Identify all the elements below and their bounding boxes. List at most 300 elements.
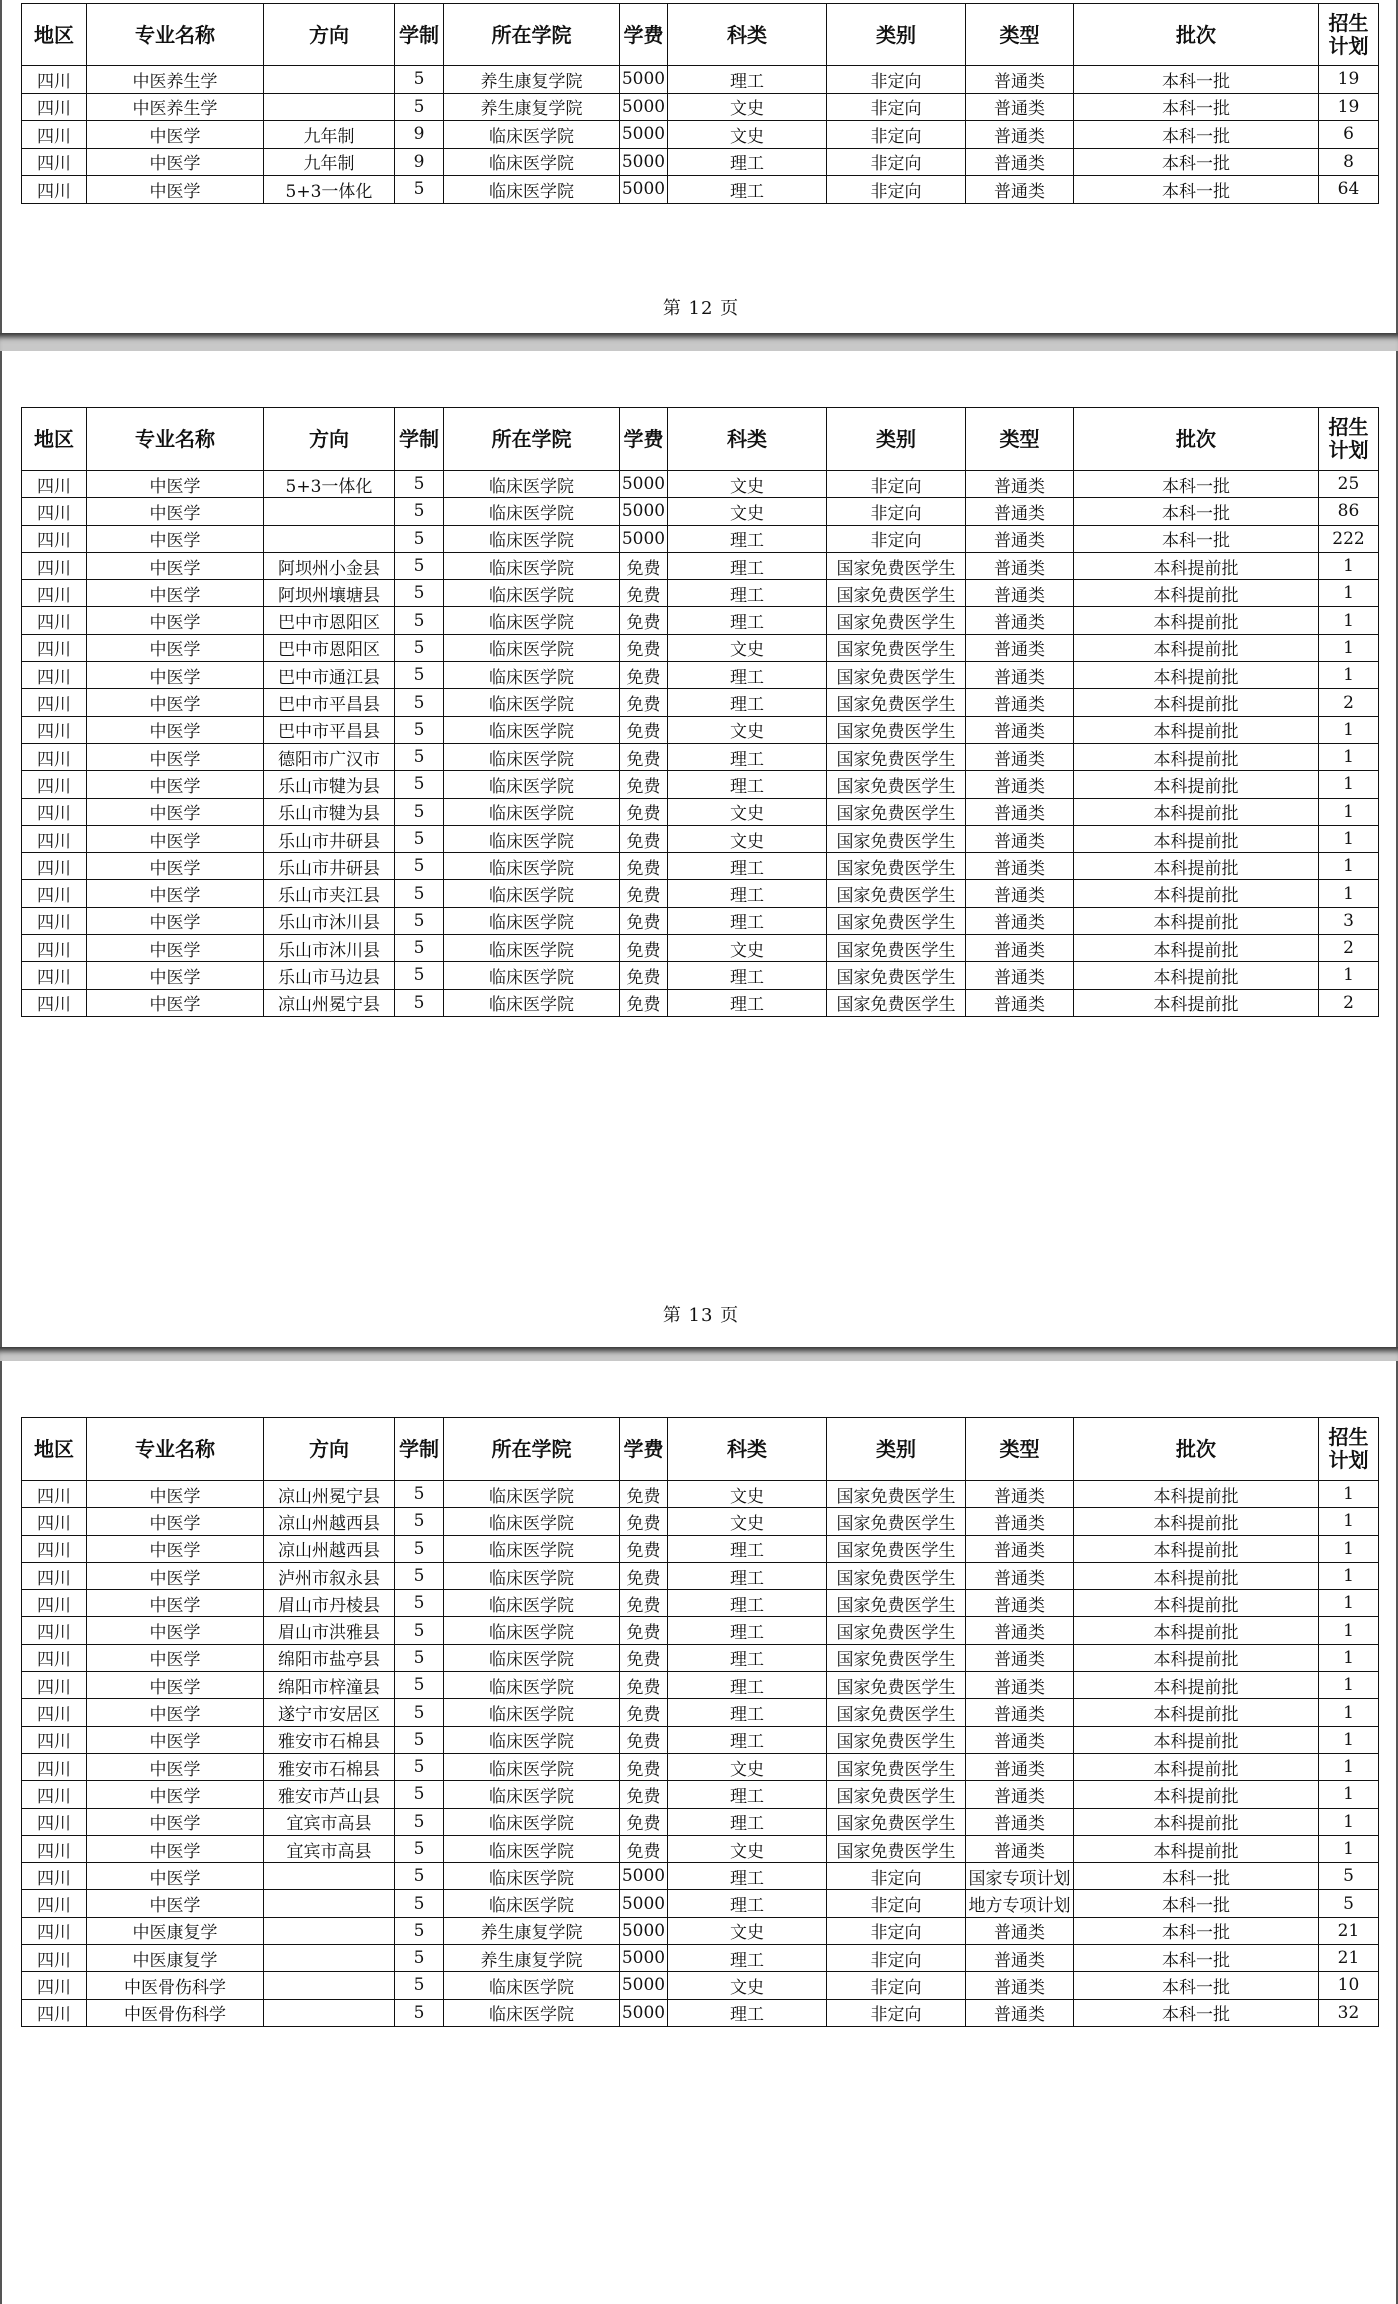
cell-subject: 文史 <box>668 1972 827 1999</box>
cell-years: 5 <box>395 935 444 962</box>
cell-fee: 5000 <box>620 66 668 94</box>
header-type: 类型 <box>966 1418 1074 1481</box>
cell-type: 普通类 <box>966 1835 1074 1862</box>
cell-type: 普通类 <box>966 1699 1074 1726</box>
cell-plan: 3 <box>1319 907 1379 934</box>
cell-region: 四川 <box>22 525 87 552</box>
cell-region: 四川 <box>22 471 87 498</box>
cell-batch: 本科提前批 <box>1074 743 1319 770</box>
cell-major: 中医学 <box>87 121 264 149</box>
cell-college: 临床医学院 <box>444 935 620 962</box>
cell-college: 养生康复学院 <box>444 66 620 94</box>
cell-subject: 理工 <box>668 1617 827 1644</box>
cell-category: 非定向 <box>827 471 966 498</box>
table-row <box>22 1508 1379 1535</box>
cell-subject: 理工 <box>668 607 827 634</box>
cell-fee: 免费 <box>620 1781 668 1808</box>
cell-major: 中医学 <box>87 1808 264 1835</box>
cell-region: 四川 <box>22 66 87 94</box>
cell-plan: 1 <box>1319 607 1379 634</box>
cell-major: 中医学 <box>87 907 264 934</box>
cell-fee: 5000 <box>620 1890 668 1917</box>
cell-region: 四川 <box>22 743 87 770</box>
cell-type: 普通类 <box>966 525 1074 552</box>
table-row <box>22 1699 1379 1726</box>
cell-fee: 免费 <box>620 1535 668 1562</box>
table-row <box>22 66 1379 94</box>
cell-category: 国家免费医学生 <box>827 1562 966 1589</box>
cell-major: 中医学 <box>87 1535 264 1562</box>
cell-fee: 免费 <box>620 880 668 907</box>
cell-fee: 免费 <box>620 1590 668 1617</box>
cell-major: 中医学 <box>87 1753 264 1780</box>
cell-years: 5 <box>395 1890 444 1917</box>
cell-major: 中医骨伤科学 <box>87 1999 264 2026</box>
cell-type: 普通类 <box>966 1945 1074 1972</box>
cell-fee: 免费 <box>620 1617 668 1644</box>
document-page-12 <box>0 0 1398 333</box>
cell-plan: 64 <box>1319 176 1379 204</box>
cell-region: 四川 <box>22 1781 87 1808</box>
cell-direction <box>264 1863 395 1890</box>
header-plan <box>1319 1418 1379 1481</box>
cell-region: 四川 <box>22 121 87 149</box>
cell-subject: 理工 <box>668 771 827 798</box>
cell-category: 非定向 <box>827 1945 966 1972</box>
table-row <box>22 525 1379 552</box>
cell-region: 四川 <box>22 716 87 743</box>
cell-major: 中医学 <box>87 825 264 852</box>
cell-direction: 德阳市广汉市 <box>264 743 395 770</box>
header-region: 地区 <box>22 4 87 66</box>
cell-subject: 理工 <box>668 1535 827 1562</box>
cell-college: 临床医学院 <box>444 743 620 770</box>
cell-region: 四川 <box>22 1672 87 1699</box>
table-row <box>22 907 1379 934</box>
cell-category: 非定向 <box>827 121 966 149</box>
cell-plan: 5 <box>1319 1863 1379 1890</box>
cell-fee: 免费 <box>620 1644 668 1671</box>
cell-batch: 本科提前批 <box>1074 1562 1319 1589</box>
header-plan-line2: 计划 <box>1328 438 1369 462</box>
cell-college: 临床医学院 <box>444 1481 620 1508</box>
cell-major: 中医养生学 <box>87 93 264 121</box>
cell-subject: 理工 <box>668 1808 827 1835</box>
header-subject: 科类 <box>668 1418 827 1481</box>
cell-subject: 理工 <box>668 880 827 907</box>
cell-fee: 免费 <box>620 580 668 607</box>
cell-type: 普通类 <box>966 907 1074 934</box>
cell-fee: 5000 <box>620 1999 668 2026</box>
cell-years: 5 <box>395 825 444 852</box>
cell-fee: 免费 <box>620 1508 668 1535</box>
cell-direction <box>264 1890 395 1917</box>
cell-subject: 理工 <box>668 66 827 94</box>
cell-subject: 理工 <box>668 662 827 689</box>
cell-direction: 巴中市平昌县 <box>264 689 395 716</box>
cell-college: 临床医学院 <box>444 989 620 1016</box>
cell-category: 国家免费医学生 <box>827 607 966 634</box>
cell-category: 非定向 <box>827 1890 966 1917</box>
cell-type: 普通类 <box>966 1753 1074 1780</box>
cell-college: 临床医学院 <box>444 1726 620 1753</box>
cell-batch: 本科提前批 <box>1074 798 1319 825</box>
cell-category: 国家免费医学生 <box>827 1781 966 1808</box>
cell-type: 普通类 <box>966 880 1074 907</box>
cell-years: 5 <box>395 907 444 934</box>
cell-major: 中医学 <box>87 1562 264 1589</box>
cell-years: 5 <box>395 1672 444 1699</box>
table-header-row <box>22 4 1379 66</box>
cell-region: 四川 <box>22 1562 87 1589</box>
cell-direction <box>264 1999 395 2026</box>
cell-college: 临床医学院 <box>444 471 620 498</box>
cell-major: 中医学 <box>87 634 264 661</box>
cell-category: 国家免费医学生 <box>827 771 966 798</box>
cell-batch: 本科一批 <box>1074 66 1319 94</box>
cell-type: 普通类 <box>966 716 1074 743</box>
header-plan-line1: 招生 <box>1328 10 1369 35</box>
table-body <box>22 66 1379 204</box>
cell-college: 临床医学院 <box>444 1972 620 1999</box>
cell-region: 四川 <box>22 1644 87 1671</box>
cell-region: 四川 <box>22 1617 87 1644</box>
cell-direction <box>264 66 395 94</box>
cell-years: 5 <box>395 1972 444 1999</box>
cell-fee: 免费 <box>620 662 668 689</box>
table-body <box>22 471 1379 1017</box>
header-region: 地区 <box>22 1418 87 1481</box>
cell-college: 临床医学院 <box>444 498 620 525</box>
cell-years: 5 <box>395 1644 444 1671</box>
cell-category: 非定向 <box>827 498 966 525</box>
cell-type: 地方专项计划 <box>966 1890 1074 1917</box>
cell-batch: 本科一批 <box>1074 93 1319 121</box>
table-header-row <box>22 1418 1379 1481</box>
cell-type: 普通类 <box>966 1808 1074 1835</box>
cell-category: 国家免费医学生 <box>827 552 966 579</box>
header-direction: 方向 <box>264 4 395 66</box>
cell-direction: 雅安市石棉县 <box>264 1726 395 1753</box>
cell-subject: 理工 <box>668 1781 827 1808</box>
header-plan-line1: 招生 <box>1328 1425 1369 1449</box>
cell-batch: 本科一批 <box>1074 176 1319 204</box>
cell-region: 四川 <box>22 1999 87 2026</box>
cell-plan: 1 <box>1319 580 1379 607</box>
cell-type: 普通类 <box>966 121 1074 149</box>
cell-fee: 5000 <box>620 525 668 552</box>
cell-batch: 本科提前批 <box>1074 1644 1319 1671</box>
table-row <box>22 853 1379 880</box>
cell-fee: 免费 <box>620 1808 668 1835</box>
cell-years: 5 <box>395 607 444 634</box>
cell-plan: 1 <box>1319 552 1379 579</box>
cell-type: 普通类 <box>966 148 1074 176</box>
cell-college: 临床医学院 <box>444 1999 620 2026</box>
cell-plan: 1 <box>1319 1535 1379 1562</box>
cell-college: 临床医学院 <box>444 634 620 661</box>
cell-subject: 文史 <box>668 798 827 825</box>
cell-type: 普通类 <box>966 935 1074 962</box>
table-row <box>22 471 1379 498</box>
cell-years: 9 <box>395 148 444 176</box>
cell-major: 中医骨伤科学 <box>87 1972 264 1999</box>
cell-plan: 1 <box>1319 1808 1379 1835</box>
cell-years: 5 <box>395 66 444 94</box>
cell-college: 临床医学院 <box>444 580 620 607</box>
header-category: 类别 <box>827 1418 966 1481</box>
cell-type: 普通类 <box>966 1644 1074 1671</box>
cell-major: 中医学 <box>87 471 264 498</box>
cell-subject: 文史 <box>668 1835 827 1862</box>
table-row <box>22 1917 1379 1944</box>
cell-direction: 凉山州冕宁县 <box>264 1481 395 1508</box>
table-row <box>22 93 1379 121</box>
cell-major: 中医学 <box>87 1617 264 1644</box>
cell-college: 临床医学院 <box>444 716 620 743</box>
header-type: 类型 <box>966 4 1074 66</box>
cell-category: 非定向 <box>827 1863 966 1890</box>
cell-type: 普通类 <box>966 1590 1074 1617</box>
cell-college: 临床医学院 <box>444 552 620 579</box>
cell-college: 临床医学院 <box>444 1753 620 1780</box>
cell-type: 普通类 <box>966 607 1074 634</box>
cell-type: 普通类 <box>966 1481 1074 1508</box>
cell-direction: 乐山市夹江县 <box>264 880 395 907</box>
cell-plan: 1 <box>1319 634 1379 661</box>
cell-category: 国家免费医学生 <box>827 1508 966 1535</box>
cell-batch: 本科提前批 <box>1074 1699 1319 1726</box>
cell-region: 四川 <box>22 580 87 607</box>
cell-years: 5 <box>395 1726 444 1753</box>
cell-fee: 免费 <box>620 962 668 989</box>
cell-category: 国家免费医学生 <box>827 1835 966 1862</box>
header-category: 类别 <box>827 408 966 471</box>
cell-direction <box>264 1917 395 1944</box>
cell-college: 养生康复学院 <box>444 1945 620 1972</box>
table-row <box>22 798 1379 825</box>
cell-region: 四川 <box>22 962 87 989</box>
cell-category: 国家免费医学生 <box>827 1753 966 1780</box>
table-row <box>22 1781 1379 1808</box>
cell-fee: 免费 <box>620 716 668 743</box>
cell-category: 国家免费医学生 <box>827 1672 966 1699</box>
cell-fee: 免费 <box>620 935 668 962</box>
cell-category: 非定向 <box>827 176 966 204</box>
cell-years: 5 <box>395 634 444 661</box>
cell-years: 5 <box>395 662 444 689</box>
table-row <box>22 962 1379 989</box>
cell-type: 普通类 <box>966 853 1074 880</box>
cell-direction: 雅安市石棉县 <box>264 1753 395 1780</box>
cell-region: 四川 <box>22 498 87 525</box>
cell-batch: 本科提前批 <box>1074 825 1319 852</box>
cell-plan: 1 <box>1319 1590 1379 1617</box>
cell-years: 5 <box>395 93 444 121</box>
cell-type: 普通类 <box>966 580 1074 607</box>
cell-years: 5 <box>395 1617 444 1644</box>
cell-region: 四川 <box>22 634 87 661</box>
cell-region: 四川 <box>22 1945 87 1972</box>
cell-direction: 宜宾市高县 <box>264 1835 395 1862</box>
cell-major: 中医康复学 <box>87 1917 264 1944</box>
cell-region: 四川 <box>22 1753 87 1780</box>
cell-direction: 乐山市马边县 <box>264 962 395 989</box>
table-row <box>22 1808 1379 1835</box>
cell-college: 临床医学院 <box>444 798 620 825</box>
cell-batch: 本科一批 <box>1074 1917 1319 1944</box>
header-years: 学制 <box>395 4 444 66</box>
cell-fee: 5000 <box>620 1972 668 1999</box>
cell-batch: 本科提前批 <box>1074 907 1319 934</box>
cell-major: 中医学 <box>87 176 264 204</box>
cell-category: 国家免费医学生 <box>827 798 966 825</box>
cell-fee: 5000 <box>620 1863 668 1890</box>
cell-direction: 巴中市恩阳区 <box>264 607 395 634</box>
cell-subject: 文史 <box>668 716 827 743</box>
cell-direction: 乐山市沐川县 <box>264 935 395 962</box>
header-direction: 方向 <box>264 408 395 471</box>
cell-plan: 1 <box>1319 1835 1379 1862</box>
table-row <box>22 176 1379 204</box>
cell-college: 临床医学院 <box>444 962 620 989</box>
table-row <box>22 662 1379 689</box>
cell-plan: 2 <box>1319 989 1379 1016</box>
cell-college: 临床医学院 <box>444 1808 620 1835</box>
cell-category: 国家免费医学生 <box>827 880 966 907</box>
cell-plan: 21 <box>1319 1945 1379 1972</box>
cell-major: 中医学 <box>87 935 264 962</box>
cell-college: 养生康复学院 <box>444 1917 620 1944</box>
cell-region: 四川 <box>22 1590 87 1617</box>
cell-college: 临床医学院 <box>444 1535 620 1562</box>
table-row <box>22 552 1379 579</box>
cell-fee: 免费 <box>620 825 668 852</box>
cell-batch: 本科提前批 <box>1074 580 1319 607</box>
cell-plan: 10 <box>1319 1972 1379 1999</box>
cell-major: 中医学 <box>87 580 264 607</box>
cell-batch: 本科提前批 <box>1074 634 1319 661</box>
cell-direction: 乐山市井研县 <box>264 853 395 880</box>
cell-type: 普通类 <box>966 798 1074 825</box>
cell-direction: 凉山州越西县 <box>264 1508 395 1535</box>
cell-type: 普通类 <box>966 1726 1074 1753</box>
cell-type: 普通类 <box>966 66 1074 94</box>
cell-batch: 本科提前批 <box>1074 771 1319 798</box>
cell-college: 临床医学院 <box>444 907 620 934</box>
cell-region: 四川 <box>22 1699 87 1726</box>
cell-major: 中医学 <box>87 1890 264 1917</box>
cell-batch: 本科提前批 <box>1074 662 1319 689</box>
cell-category: 非定向 <box>827 1999 966 2026</box>
cell-direction: 乐山市井研县 <box>264 825 395 852</box>
table-row <box>22 1726 1379 1753</box>
cell-fee: 免费 <box>620 552 668 579</box>
cell-category: 国家免费医学生 <box>827 716 966 743</box>
cell-major: 中医学 <box>87 716 264 743</box>
cell-type: 普通类 <box>966 689 1074 716</box>
cell-region: 四川 <box>22 880 87 907</box>
cell-major: 中医学 <box>87 1863 264 1890</box>
header-batch: 批次 <box>1074 408 1319 471</box>
cell-years: 5 <box>395 853 444 880</box>
cell-years: 5 <box>395 1535 444 1562</box>
cell-batch: 本科提前批 <box>1074 689 1319 716</box>
cell-batch: 本科提前批 <box>1074 1753 1319 1780</box>
cell-college: 临床医学院 <box>444 525 620 552</box>
cell-batch: 本科一批 <box>1074 525 1319 552</box>
cell-major: 中医学 <box>87 1508 264 1535</box>
cell-batch: 本科提前批 <box>1074 962 1319 989</box>
cell-plan: 1 <box>1319 1726 1379 1753</box>
cell-type: 普通类 <box>966 1917 1074 1944</box>
cell-direction: 5+3一体化 <box>264 471 395 498</box>
cell-major: 中医学 <box>87 689 264 716</box>
cell-direction: 凉山州越西县 <box>264 1535 395 1562</box>
cell-region: 四川 <box>22 1535 87 1562</box>
table-row <box>22 121 1379 149</box>
cell-years: 5 <box>395 1590 444 1617</box>
cell-type: 普通类 <box>966 1999 1074 2026</box>
cell-region: 四川 <box>22 1917 87 1944</box>
cell-batch: 本科一批 <box>1074 121 1319 149</box>
header-major: 专业名称 <box>87 4 264 66</box>
cell-college: 临床医学院 <box>444 689 620 716</box>
cell-years: 5 <box>395 176 444 204</box>
table-row <box>22 716 1379 743</box>
cell-fee: 免费 <box>620 634 668 661</box>
cell-plan: 1 <box>1319 1781 1379 1808</box>
cell-subject: 理工 <box>668 525 827 552</box>
cell-direction: 雅安市芦山县 <box>264 1781 395 1808</box>
cell-major: 中医学 <box>87 1672 264 1699</box>
cell-subject: 理工 <box>668 743 827 770</box>
table-row <box>22 1945 1379 1972</box>
cell-direction: 泸州市叙永县 <box>264 1562 395 1589</box>
cell-subject: 文史 <box>668 471 827 498</box>
cell-category: 非定向 <box>827 66 966 94</box>
cell-direction: 凉山州冕宁县 <box>264 989 395 1016</box>
cell-major: 中医学 <box>87 552 264 579</box>
cell-plan: 1 <box>1319 1672 1379 1699</box>
header-subject: 科类 <box>668 4 827 66</box>
cell-major: 中医学 <box>87 743 264 770</box>
cell-college: 临床医学院 <box>444 1562 620 1589</box>
cell-type: 普通类 <box>966 1672 1074 1699</box>
cell-years: 5 <box>395 743 444 770</box>
cell-college: 临床医学院 <box>444 176 620 204</box>
header-fee: 学费 <box>620 1418 668 1481</box>
cell-fee: 免费 <box>620 1835 668 1862</box>
enrollment-table <box>21 1417 1379 2027</box>
cell-subject: 理工 <box>668 1699 827 1726</box>
cell-direction: 阿坝州小金县 <box>264 552 395 579</box>
cell-years: 5 <box>395 771 444 798</box>
cell-direction: 5+3一体化 <box>264 176 395 204</box>
cell-type: 普通类 <box>966 93 1074 121</box>
cell-major: 中医学 <box>87 607 264 634</box>
cell-major: 中医学 <box>87 880 264 907</box>
cell-college: 临床医学院 <box>444 121 620 149</box>
document-page-14 <box>0 1361 1398 2304</box>
cell-type: 普通类 <box>966 1562 1074 1589</box>
cell-fee: 5000 <box>620 176 668 204</box>
cell-fee: 免费 <box>620 1562 668 1589</box>
cell-type: 普通类 <box>966 743 1074 770</box>
cell-plan: 1 <box>1319 825 1379 852</box>
cell-fee: 免费 <box>620 798 668 825</box>
cell-direction: 巴中市平昌县 <box>264 716 395 743</box>
